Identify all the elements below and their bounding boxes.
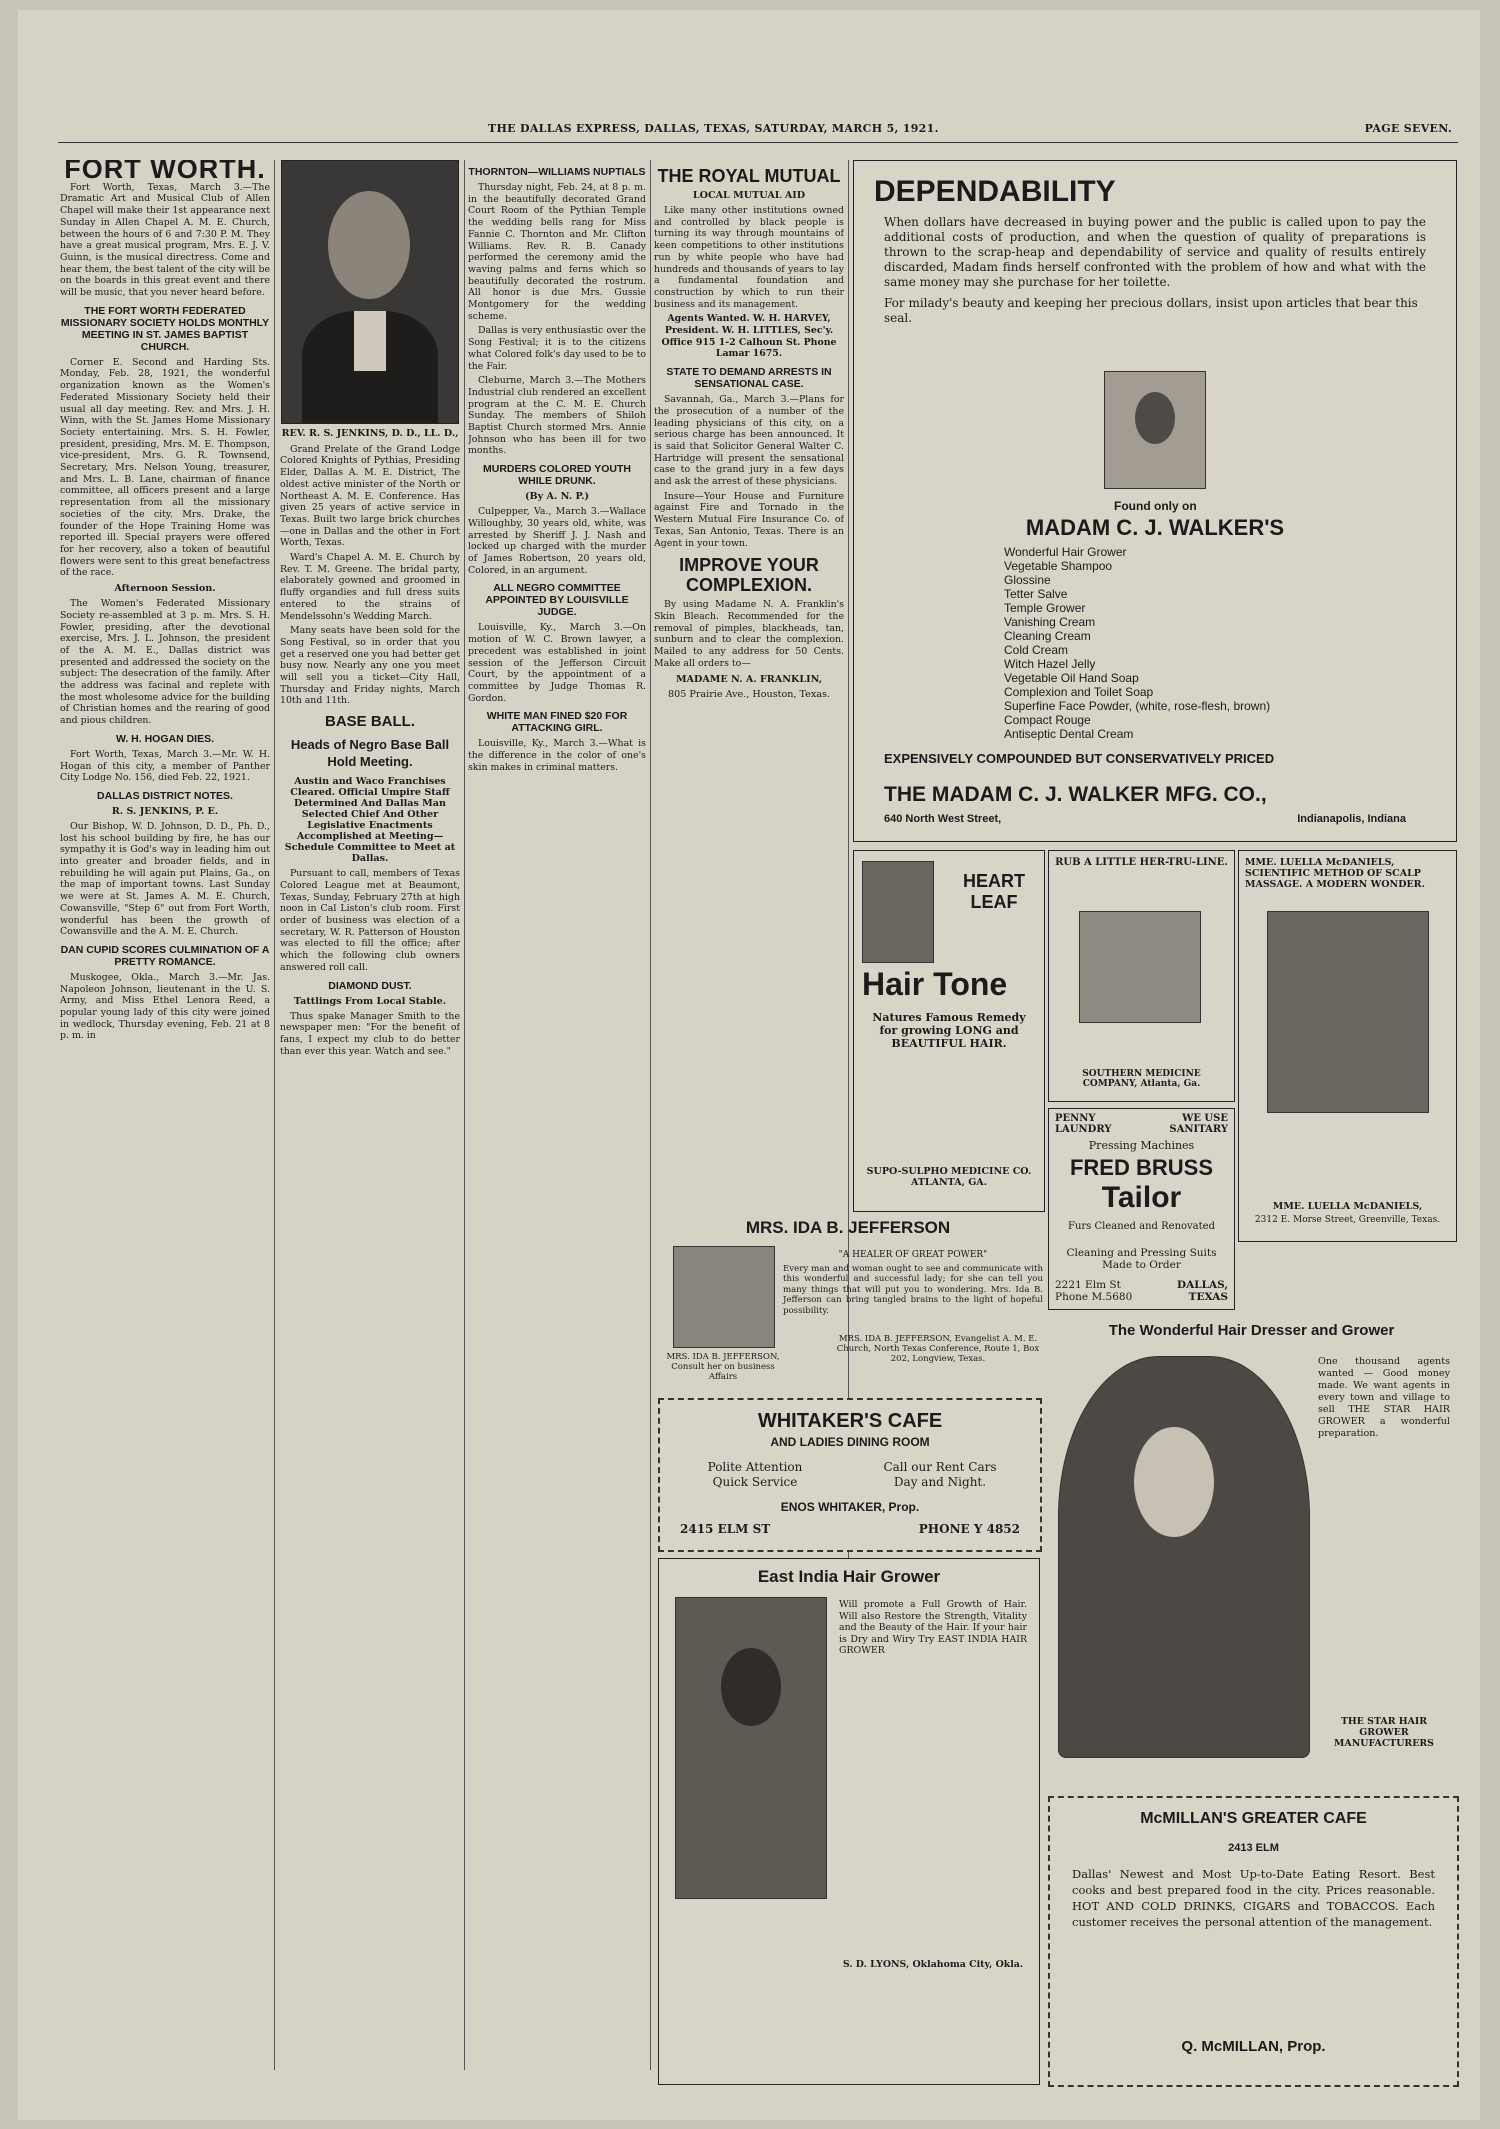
ad-text: When dollars have decreased in buying power and the public is called upon to pay the additional costs of production, and when the question of quality of preparations is thrown to the scrap-heap and dependability of service and quality of results entirely discarded, Madam finds herself confronted with the problem of how and what with the same money may she purchase for her toilette. xyxy=(884,215,1426,289)
product-item: Vegetable Oil Hand Soap xyxy=(1004,671,1139,685)
article-headline: DIAMOND DUST. xyxy=(328,979,412,992)
article-headline: THORNTON—WILLIAMS NUPTIALS xyxy=(468,166,646,178)
article-text: Thursday night, Feb. 24, at 8 p. m. in the beautifully decorated Grand Court Room of the Pythian Temple the wedding bells rang for Miss Fannie C. Thornton and Mr. Clifton Williams. Rev. R. B. Canady performed the ceremony amid the waving palms and ferns which so beautifully decorated the rostrum. All honor is due Mrs. Gussie Montgomery for the wedding scheme. xyxy=(468,182,646,322)
product-item: Antiseptic Dental Cream xyxy=(1004,727,1134,741)
product-item: Complexion and Toilet Soap xyxy=(1004,685,1154,699)
ad-tagline: EXPENSIVELY COMPOUNDED BUT CONSERVATIVELY PRICED xyxy=(884,751,1275,766)
ad-title: DEPENDABILITY xyxy=(874,175,1116,208)
ad-heart-leaf xyxy=(853,850,1045,1212)
product-item: Tetter Salve xyxy=(1004,587,1068,601)
product-list xyxy=(1004,545,1270,741)
article-text: Louisville, Ky., March 3.—On motion of W. C. Brown lawyer, a precedent was established in joint session of the Jefferson Circuit Court, by the appointment of a committee by Judge Thomas R. Gordon. xyxy=(468,622,646,704)
ad-text: PENNY LAUNDRY xyxy=(1055,1113,1112,1135)
article-text: Like many other institutions owned and controlled by black people is turning its way through mountains of keen competitions to other institutions run by white people who have had hundreds and thousands of years to lay a fundamental foundation and construction by which to run their business and its management. xyxy=(654,205,844,310)
ad-photo xyxy=(862,861,934,963)
ad-photo xyxy=(1267,911,1429,1113)
ad-text: One thousand agents wanted — Good money made. We want agents in every town and village to sell THE STAR HAIR GROWER a wonderful preparation. xyxy=(1318,1356,1450,1439)
article-subhead: Afternoon Session. xyxy=(114,583,216,595)
article-headline: THE FORT WORTH FEDERATED MISSIONARY SOCIETY HOLDS MONTHLY MEETING IN ST. JAMES BAPTIST CHURCH. xyxy=(60,304,270,353)
column-rule xyxy=(464,160,465,2070)
article-deck: Austin and Waco Franchises Cleared. Official Umpire Staff Determined And Dallas Man Selected Chief And Other Legislative Enactments Accomplished at Meeting—Schedule Committee to Meet at Dallas. xyxy=(284,776,456,865)
photo-caption: REV. R. S. JENKINS, D. D., LL. D., xyxy=(281,428,459,439)
ad-company: THE STAR HAIR GROWER MANUFACTURERS xyxy=(1334,1716,1434,1749)
ad-text: For milady's beauty and keeping her precious dollars, insist upon articles that bear this seal. xyxy=(884,296,1418,325)
article-byline: R. S. JENKINS, P. E. xyxy=(111,805,219,817)
ad-illustration xyxy=(1079,911,1201,1023)
article-headline: BASE BALL. xyxy=(325,713,415,731)
ad-address: MRS. IDA B. JEFFERSON, Evangelist A. M. E. Church, North Texas Conference, Route 1, Box 202, Longview, Texas. xyxy=(836,1334,1040,1364)
article-text: Our Bishop, W. D. Johnson, D. D., Ph. D., lost his school building by fire, he has our sympathy it is God's way in leading him out into greater and broader fields, and in rebuilding he will again put Plains, Ga., on the map of important towns. Last Sunday we were at St. James A. M. E. Church, Cowansville, "Step 6" out from Fort Worth, wonderful has been the growth of Cowansville and the A. M. E. Church. xyxy=(60,820,270,938)
ad-her-tru-line xyxy=(1048,850,1235,1102)
ad-text: WE USE SANITARY xyxy=(1169,1113,1228,1135)
article-headline: DAN CUPID SCORES CULMINATION OF A PRETTY ROMANCE. xyxy=(60,943,270,968)
ad-company: SOUTHERN MEDICINE COMPANY, Atlanta, Ga. xyxy=(1082,1069,1201,1089)
ad-title: East India Hair Grower xyxy=(757,1567,941,1586)
article-headline: Heads of Negro Base Ball Hold Meeting. xyxy=(290,737,450,770)
article-text: Grand Prelate of the Grand Lodge Colored Knights of Pythias, Presiding Elder, Dallas A. M. E. District, The oldest active minister of the North or Northeast A. M. E. Conference. Has given 25 years of active service in Texas. Built two large brick churches—one in Dallas and the other in Fort Worth, Texas. xyxy=(280,443,460,549)
ad-address: 2415 ELM ST xyxy=(680,1522,771,1536)
article-text: Fort Worth, Texas, March 3.—The Dramatic Art and Musical Club of Allen Chapel will make their 1st appearance next Sunday in Allen Chapel A. M. E. Church, between the hours of 6 and 7:30 P. M. They have a great musical program, Mrs. E. J. V. Guinn, is the musical directress. Come and hear them, the best talent of the city will be on the boards in this great event and there will be music, that you never heard before. xyxy=(60,181,270,299)
ad-proprietor: Q. McMILLAN, Prop. xyxy=(1181,2038,1326,2055)
article-text: Culpepper, Va., March 3.—Wallace Willoughby, 30 years old, white, was arrested by Sheriff J. J. Nash and locked up charged with the murder of James Robertson, 20 years old, Colored, in an argument. xyxy=(468,506,646,576)
article-text: Fort Worth, Texas, March 3.—Mr. W. H. Hogan of this city, a member of Panther City Lodge No. 156, died Feb. 22, 1921. xyxy=(60,748,270,784)
ad-brand: Tailor xyxy=(1101,1181,1182,1214)
column-royal-mutual xyxy=(654,160,844,1120)
top-rule xyxy=(58,142,1458,143)
ad-text: Pressing Machines xyxy=(1088,1139,1195,1152)
insurance-notice: Insure—Your House and Furniture against Fire and Tornado in the Western Mutual Fire Insurance Co. of Texas, San Antonio, Texas. There is an Agent in your town. xyxy=(654,490,844,549)
article-text: Pursuant to call, members of Texas Colored League met at Beaumont, Texas, Sunday, February 27th at high noon in Cal Liston's club room. First order of business was election of a secretary, W. R. Patterson of Houston was elected to fill the office; after which the following club owners answered roll call. xyxy=(280,868,460,973)
ad-brand: Hair Tone xyxy=(862,966,1008,1002)
masthead-title: THE DALLAS EXPRESS, DALLAS, TEXAS, SATURDAY, MARCH 5, 1921. xyxy=(488,122,939,135)
ad-photo xyxy=(675,1597,827,1899)
ad-company: THE MADAM C. J. WALKER MFG. CO., xyxy=(884,783,1267,806)
ad-fred-bruss xyxy=(1048,1108,1235,1310)
ad-text: Natures Famous Remedy for growing LONG and BEAUTIFUL HAIR. xyxy=(872,1011,1026,1050)
column-jenkins xyxy=(280,160,460,2070)
ad-company: SUPO-SULPHO MEDICINE CO. ATLANTA, GA. xyxy=(866,1166,1032,1188)
found-label: Found only on xyxy=(1114,499,1197,513)
article-source: (By A. N. P.) xyxy=(524,491,590,503)
ad-proprietor: ENOS WHITAKER, Prop. xyxy=(780,1500,920,1514)
ad-star-hair-grower xyxy=(1048,1316,1455,1786)
article-headline: ALL NEGRO COMMITTEE APPOINTED BY LOUISVILLE JUDGE. xyxy=(485,582,629,619)
portrait-photo xyxy=(281,160,459,424)
ad-whitakers-cafe xyxy=(658,1398,1042,1552)
article-headline: STATE TO DEMAND ARRESTS IN SENSATIONAL CASE. xyxy=(666,366,832,391)
article-headline: WHITE MAN FINED $20 FOR ATTACKING GIRL. xyxy=(486,710,628,735)
ad-address: 2413 ELM xyxy=(1228,1842,1279,1854)
article-headline: IMPROVE YOUR COMPLEXION. xyxy=(679,555,819,596)
column-rule xyxy=(650,160,651,2070)
newspaper-page xyxy=(18,10,1480,2120)
ad-text: Every man and woman ought to see and communicate with this wonderful and successful lady; for she can tell you many things that will put you to wondering. Mrs. Ida B. Jefferson can bring tangled brains to the light of hopeful possibility. xyxy=(783,1264,1043,1316)
article-text: Ward's Chapel A. M. E. Church by Rev. T. M. Greene. The bridal party, elaborately gowned and groomed in fluffy organdies and full dress suits entered to the strains of Mendelssohn's Wedding March. xyxy=(280,552,460,622)
column-fort-worth xyxy=(60,160,270,2070)
product-item: Vanishing Cream xyxy=(1004,615,1096,629)
ad-title: McMILLAN'S GREATER CAFE xyxy=(1140,1810,1367,1827)
article-text: By using Madame N. A. Franklin's Skin Bleach. Recommended for the removal of pimples, blackheads, tan, sunburn and to clear the complexion. Mailed to any address for 50 Cents. Make all orders to— xyxy=(654,599,844,669)
product-item: Cold Cream xyxy=(1004,643,1069,657)
ad-text: Cleaning and Pressing Suits Made to Order xyxy=(1066,1247,1217,1271)
article-text: Many seats have been sold for the Song Festival, so in order that you get a reserved one you had better get busy now. Nearly any one you meet will sell you a ticket—City Hall, Thursday and Friday nights, March 10th and 11th. xyxy=(280,625,460,707)
page-number: PAGE SEVEN. xyxy=(1364,122,1452,135)
product-item: Compact Rouge xyxy=(1004,713,1091,727)
agents-notice: Agents Wanted. W. H. HARVEY, President. W. H. LITTLES, Sec'y. Office 915 1-2 Calhoun St. Phone Lamar 1675. xyxy=(661,313,837,360)
ad-title: HEART LEAF xyxy=(963,871,1025,912)
ad-title: MRS. IDA B. JEFFERSON xyxy=(745,1218,951,1237)
portrait-collar xyxy=(354,311,386,371)
article-text: Cleburne, March 3.—The Mothers Industrial club rendered an excellent program at the C. M. E. Church Sunday. The members of Shiloh Baptist Church stormed Mrs. Annie Johnson who has been ill for two months. xyxy=(468,375,646,457)
product-item: Witch Hazel Jelly xyxy=(1004,657,1096,671)
ad-brand: MADAM C. J. WALKER'S xyxy=(1025,515,1285,540)
article-subhead: LOCAL MUTUAL AID xyxy=(692,190,806,201)
article-headline: MURDERS COLORED YOUTH WHILE DRUNK. xyxy=(483,463,631,488)
photo-caption: MRS. IDA B. JEFFERSON, Consult her on business Affairs xyxy=(666,1352,780,1382)
ad-title: MME. LUELLA McDANIELS, SCIENTIFIC METHOD OF SCALP MASSAGE. A MODERN WONDER. xyxy=(1245,857,1425,890)
article-subhead: Tattlings From Local Stable. xyxy=(293,995,447,1007)
illustration-face xyxy=(1134,1427,1214,1537)
ad-walker xyxy=(853,160,1457,842)
article-text: Dallas is very enthusiastic over the Song Festival; it is to the citizens what Colored folk's day used to be to the Fair. xyxy=(468,325,646,372)
ad-title: WHITAKER'S CAFE xyxy=(757,1410,943,1432)
ad-photo xyxy=(673,1246,775,1348)
ad-title: The Wonderful Hair Dresser and Grower xyxy=(1108,1322,1395,1339)
ad-text: Dallas' Newest and Most Up-to-Date Eating Resort. Best cooks and best prepared food in the city. Prices reasonable. HOT AND COLD DRINKS, CIGARS and TOBACCOS. Each customer receives the personal attention of the management. xyxy=(1072,1867,1435,1929)
portrait-face xyxy=(328,191,410,299)
ad-address: 805 Prairie Ave., Houston, Texas. xyxy=(668,688,830,700)
portrait-face xyxy=(1135,392,1175,444)
ad-mcmillans-cafe xyxy=(1048,1796,1459,2087)
ad-address: 640 North West Street, xyxy=(884,813,1002,825)
article-headline: W. H. HOGAN DIES. xyxy=(115,732,214,745)
ad-illustration xyxy=(1058,1356,1310,1758)
ad-mcdaniels xyxy=(1238,850,1457,1242)
product-item: Temple Grower xyxy=(1004,601,1086,615)
ad-brand: FRED BRUSS xyxy=(1069,1155,1213,1180)
ad-text: Furs Cleaned and Renovated xyxy=(1068,1221,1215,1232)
article-text: The Women's Federated Missionary Society re-assembled at 3 p. m. Mrs. S. H. Fowler, presiding, after the devotional exercise, Mrs. J. L. Johnson, the president of the A. M. E., Dallas district was presented and addressed the society on the subject: The desecration of the family. After the address was facinal and replete with the most wholesome advice for the building of Christian homes and the rearing of good and pious children. xyxy=(60,598,270,727)
product-item: Vegetable Shampoo xyxy=(1004,559,1113,573)
ad-east-india xyxy=(658,1558,1040,2085)
ad-text: Polite Attention Quick Service xyxy=(707,1460,803,1489)
column-nuptials xyxy=(468,160,646,2070)
ad-signature: MME. LUELLA McDANIELS, xyxy=(1272,1201,1423,1212)
masthead xyxy=(58,122,1458,140)
ad-signature: MADAME N. A. FRANKLIN, xyxy=(675,673,823,685)
product-item: Glossine xyxy=(1004,573,1051,587)
ad-city: Indianapolis, Indiana xyxy=(1297,813,1406,825)
article-headline: THE ROYAL MUTUAL xyxy=(657,166,841,186)
ad-quote: "A HEALER OF GREAT POWER" xyxy=(838,1250,988,1260)
ad-company: S. D. LYONS, Oklahoma City, Okla. xyxy=(842,1959,1024,1970)
ad-text: Will promote a Full Growth of Hair. Will also Restore the Strength, Vitality and the Beauty of the Hair. If your hair is Dry and Wiry Try EAST INDIA HAIR GROWER xyxy=(839,1599,1027,1656)
product-item: Cleaning Cream xyxy=(1004,629,1091,643)
article-text: Corner E. Second and Harding Sts. Monday, Feb. 28, 1921, the wonderful organization known as the Women's Federated Missionary Society held their usual all day meeting. Rev. and Mrs. J. H. Winn, with the St. James Home Missionary Society entertaining. Mrs. S. H. Fowler, president, presiding, Mrs. M. E. Thompson, vice-president, Mrs. G. R. Townsend, Secretary, Mrs. Nelson Young, treasurer, and Mrs. L. B. Lane, chairman of finance committee, all officers present and a large representation from all the missionary societies of the city. Mrs. Drake, the founder of the Hope Training Home was reported ill. Special prayers were offered for her recovery, also a token of beautiful flowers were sent to this great benefactress of the race. xyxy=(60,356,270,579)
portrait-face xyxy=(721,1648,781,1726)
ad-address: 2312 E. Morse Street, Greenville, Texas. xyxy=(1254,1215,1441,1225)
ad-address: 2221 Elm St Phone M.5680 xyxy=(1055,1279,1133,1303)
walker-portrait xyxy=(1104,371,1206,489)
ad-text: Call our Rent Cars Day and Night. xyxy=(883,1460,997,1489)
ad-title: RUB A LITTLE HER-TRU-LINE. xyxy=(1055,857,1228,868)
article-text: Louisville, Ky., March 3.—What is the difference in the color of one's skin makes in criminal matters. xyxy=(468,738,646,773)
ad-ida-jefferson xyxy=(653,1214,1043,1384)
column-rule xyxy=(274,160,275,2070)
product-item: Wonderful Hair Grower xyxy=(1004,545,1127,559)
ad-subtitle: AND LADIES DINING ROOM xyxy=(770,1435,930,1449)
product-item: Superfine Face Powder, (white, rose-flesh, brown) xyxy=(1004,699,1271,713)
ad-city: DALLAS, TEXAS xyxy=(1176,1279,1228,1303)
article-text: Thus spake Manager Smith to the newspaper men: "For the benefit of fans, I expect my club to do better than ever this year. Watch and see." xyxy=(280,1010,460,1057)
ad-phone: PHONE Y 4852 xyxy=(918,1522,1020,1536)
article-headline: DALLAS DISTRICT NOTES. xyxy=(97,789,233,802)
article-text: Muskogee, Okla., March 3.—Mr. Jas. Napoleon Johnson, lieutenant in the U. S. Army, and Miss Ethel Lenora Reed, a popular young lady of this city were joined in wedlock, Thursday evening, Feb. 21 at 8 p. m. in xyxy=(60,971,270,1042)
section-title: FORT WORTH. xyxy=(64,160,266,184)
article-text: Savannah, Ga., March 3.—Plans for the prosecution of a number of the leading physicians of this city, on a serious charge has been announced. It is said that Solicitor General Walter C. Hartridge will present the sensational case to the grand jury in a few days and ask the arrest of these physicians. xyxy=(654,394,844,488)
